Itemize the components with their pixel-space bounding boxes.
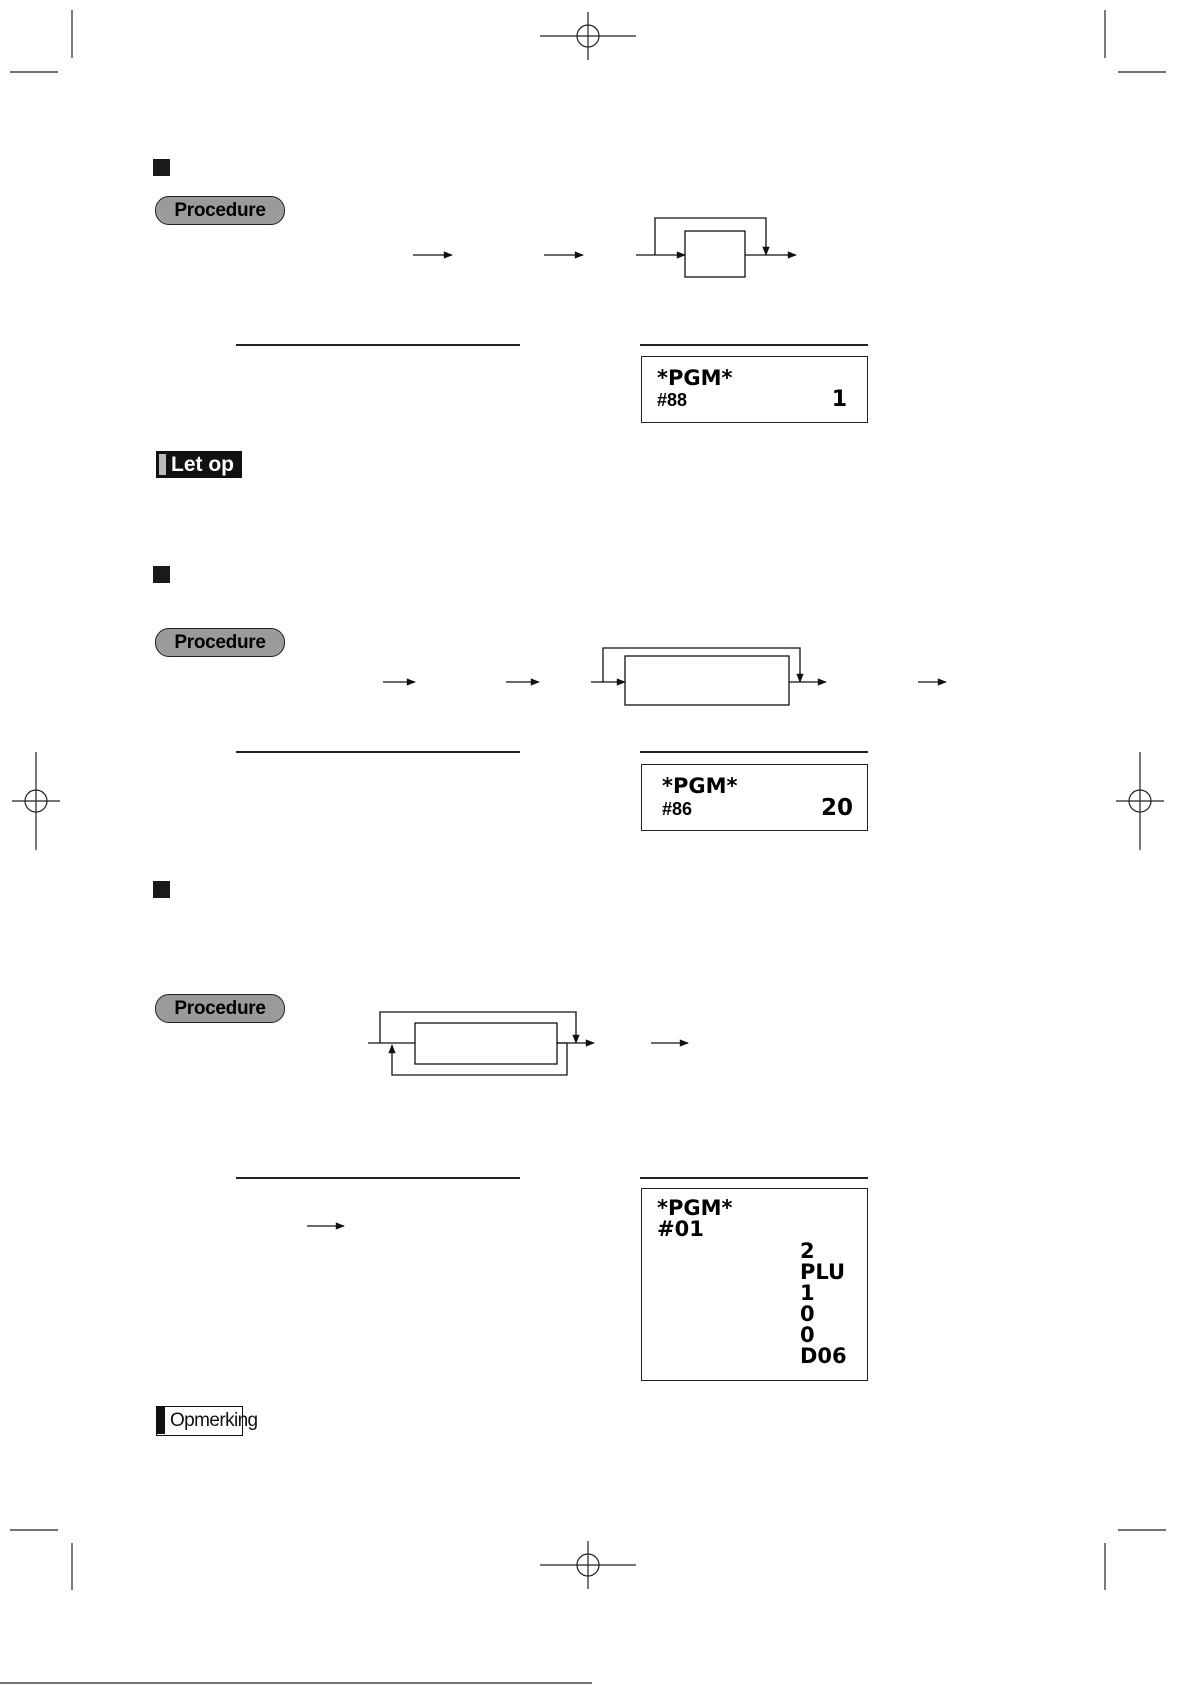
procedure-label: Procedure xyxy=(155,994,285,1023)
section-marker xyxy=(153,881,170,898)
display-line-2: #88 xyxy=(657,390,688,410)
display-line-2: #86 xyxy=(662,799,693,819)
display-line-1: *PGM* xyxy=(657,366,733,390)
flow-diagram-1 xyxy=(413,218,796,277)
display-line-2: #01 xyxy=(657,1217,704,1241)
printout-display xyxy=(641,356,868,423)
example-rule-right xyxy=(640,1177,868,1179)
display-line-1: *PGM* xyxy=(662,774,738,798)
display-value: 0 xyxy=(800,1302,815,1326)
example-rule-left xyxy=(236,344,520,346)
display-value: PLU xyxy=(800,1260,846,1284)
printout-display xyxy=(641,1188,868,1381)
procedure-label: Procedure xyxy=(155,196,285,225)
display-value: 20 xyxy=(820,795,853,821)
display-value: D06 xyxy=(800,1344,847,1368)
registration-marks xyxy=(12,12,1164,1589)
example-rule-right xyxy=(640,344,868,346)
display-value: 2 xyxy=(800,1239,815,1263)
display-line-1: *PGM* xyxy=(657,1196,733,1220)
section-marker xyxy=(153,566,170,583)
display-value: 1 xyxy=(800,1281,815,1305)
flow-diagram-3 xyxy=(307,1012,688,1226)
example-rule-left xyxy=(236,1177,520,1179)
opmerking-label xyxy=(156,1406,258,1436)
example-rule-left xyxy=(236,751,520,753)
printout-display xyxy=(641,764,868,831)
display-value: 0 xyxy=(800,1323,815,1347)
section-marker xyxy=(153,159,170,176)
flow-diagram-2 xyxy=(383,648,946,705)
procedure-label: Procedure xyxy=(155,628,285,657)
display-value: 1 xyxy=(831,387,847,412)
opmerking-text: Opmerking xyxy=(170,1410,258,1431)
example-rule-right xyxy=(640,751,868,753)
crop-marks xyxy=(10,10,1166,1590)
let-op-text: Let op xyxy=(171,453,234,476)
opmerking-bar xyxy=(157,1407,165,1434)
let-op-bar xyxy=(159,454,166,475)
let-op-label xyxy=(156,451,242,478)
